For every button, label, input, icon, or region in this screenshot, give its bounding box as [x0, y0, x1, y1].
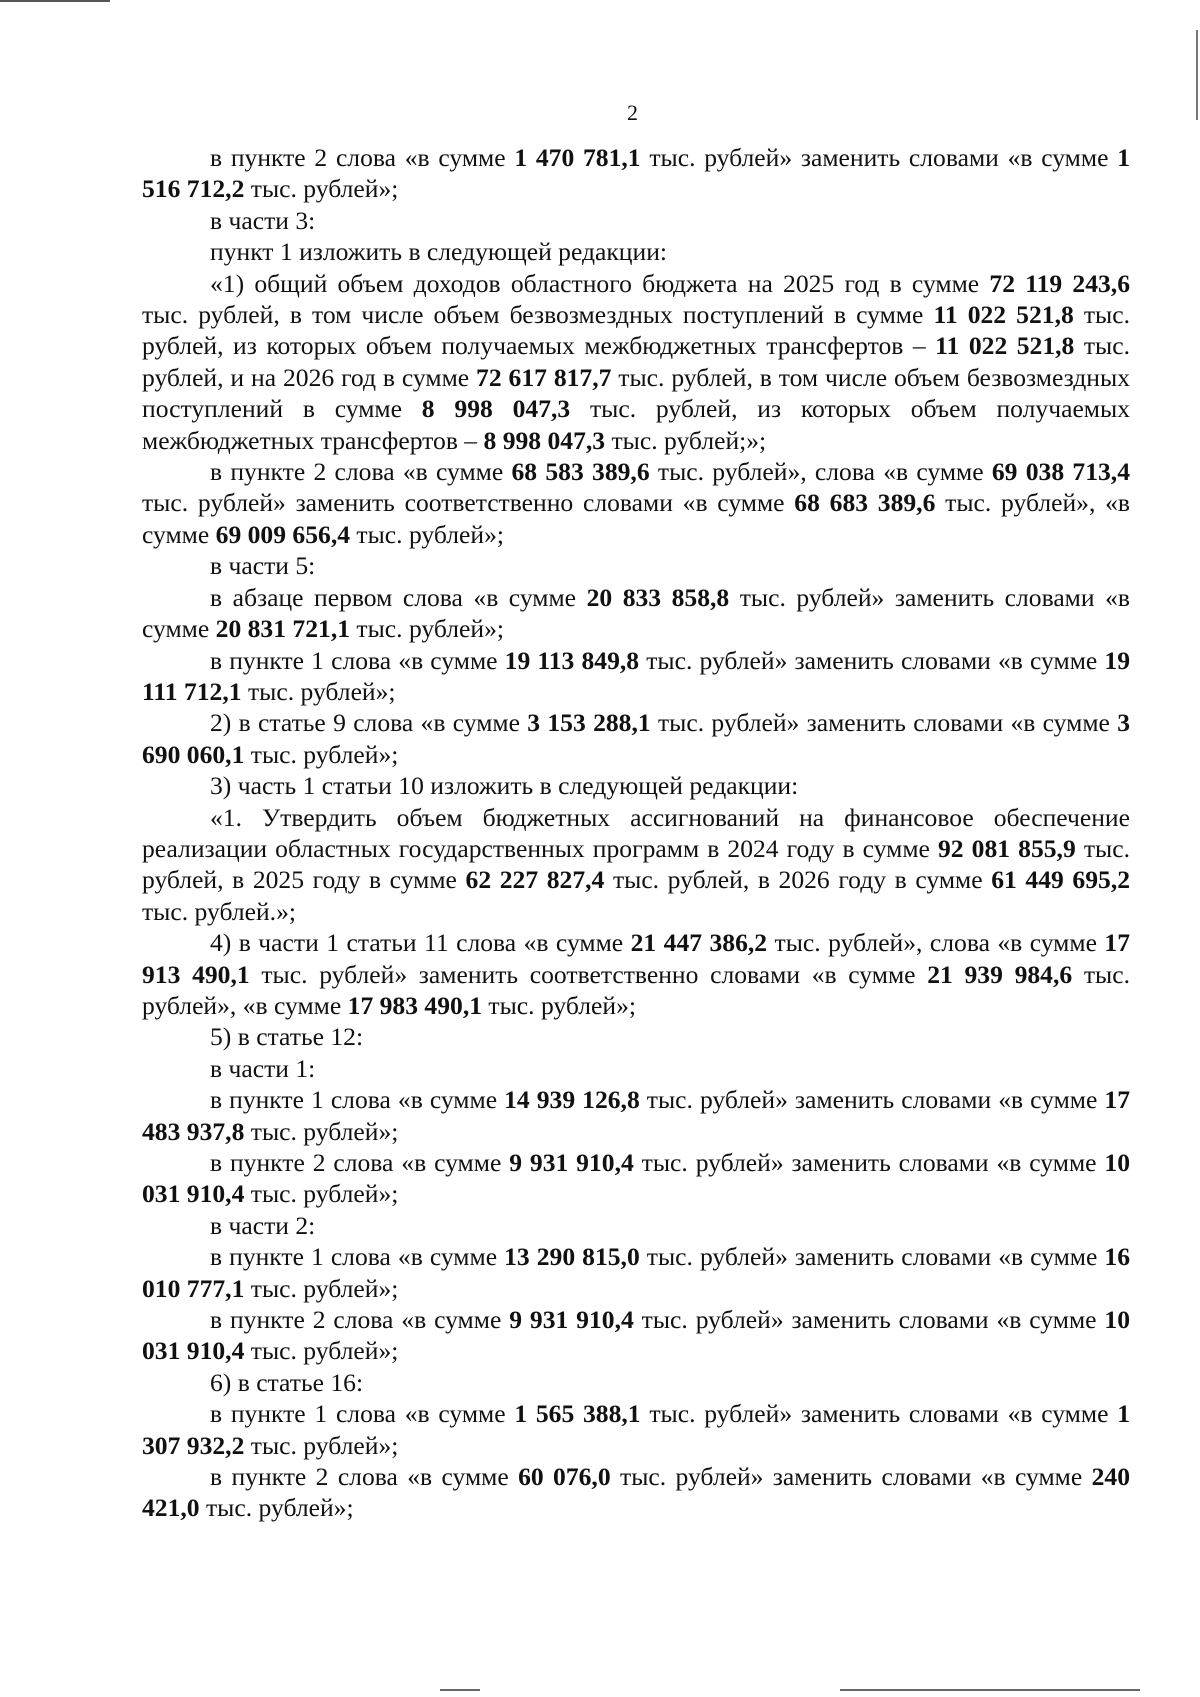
paragraph-text: тыс. рублей, в 2026 году в сумме — [604, 865, 992, 895]
paragraph-text: тыс. рублей»; — [350, 614, 504, 644]
paragraph-text: тыс. рублей» заменить словами «в сумме — [650, 708, 1118, 738]
amount-value: 21 447 386,2 — [630, 928, 768, 958]
paragraph-text: тыс. рублей» заменить словами «в сумме — [639, 1242, 1105, 1272]
scan-edge-top-left — [0, 0, 110, 2]
paragraph-text: тыс. рублей»; — [244, 1116, 399, 1146]
paragraph-text: тыс. рублей»; — [244, 1179, 399, 1209]
amount-value: 62 227 827,4 — [465, 865, 605, 895]
paragraph-text: тыс. рублей»; — [244, 1430, 399, 1460]
amount-value: 20 831 721,1 — [215, 614, 351, 644]
paragraph-text: «1) общий объем доходов областного бюджета на 2025 год в сумме — [210, 268, 990, 298]
paragraph-text: в пункте 2 слова «в сумме — [210, 1148, 510, 1177]
paragraph-text: тыс. рублей» заменить словами «в сумме — [639, 1085, 1105, 1115]
paragraph-text: тыс. рублей» заменить словами «в сумме — [633, 1305, 1105, 1335]
paragraph — [142, 1241, 1130, 1304]
paragraph — [142, 1461, 1130, 1524]
page-number: 2 — [627, 100, 638, 125]
paragraph-text: в пункте 1 слова «в сумме — [210, 1085, 505, 1115]
amount-value: 1 307 932,2 — [142, 1399, 1130, 1460]
amount-value: 72 617 817,7 — [476, 362, 612, 392]
amount-value: 11 022 521,8 — [935, 331, 1075, 361]
paragraph-text: тыс. рублей», «в сумме — [142, 488, 1131, 549]
paragraph-text: 3) часть 1 статьи 10 изложить в следующей редакции: — [210, 771, 799, 801]
paragraph — [142, 582, 1130, 645]
amount-value: 68 683 389,6 — [794, 488, 936, 518]
amount-value: 8 998 047,3 — [483, 425, 606, 455]
paragraph-text: в пункте 2 слова «в сумме — [210, 457, 512, 487]
paragraph-text: в части 2: — [210, 1210, 316, 1240]
amount-value: 60 076,0 — [518, 1462, 611, 1492]
paragraph-text: тыс. рублей, и на 2026 год в сумме — [142, 331, 1130, 392]
paragraph-text: в части 3: — [210, 205, 316, 235]
amount-value: 19 113 849,8 — [504, 645, 640, 675]
amount-value: 19 111 712,1 — [142, 645, 1130, 706]
amount-value: 17 913 490,1 — [142, 928, 1130, 989]
paragraph-text: тыс. рублей» заменить словами «в сумме — [610, 1462, 1092, 1492]
paragraph-text: 4) в части 1 статьи 11 слова «в сумме — [210, 928, 631, 958]
amount-value: 11 022 521,8 — [933, 300, 1074, 330]
amount-value: 61 449 695,2 — [991, 865, 1131, 895]
paragraph-text: в пункте 2 слова «в сумме — [210, 1462, 519, 1492]
amount-value: 9 931 910,4 — [509, 1305, 634, 1335]
paragraph — [142, 1053, 1130, 1084]
paragraph-text: тыс. рублей» заменить соответственно словами «в сумме — [249, 959, 928, 989]
paragraph — [142, 550, 1130, 581]
paragraph-text: тыс. рублей»; — [350, 519, 504, 549]
amount-value: 10 031 910,4 — [142, 1305, 1130, 1366]
paragraph-text: в пункте 1 слова «в сумме — [210, 1242, 505, 1272]
paragraph — [142, 236, 1130, 267]
amount-value: 9 931 910,4 — [509, 1148, 634, 1177]
paragraph-text: в абзаце первом слова «в сумме — [210, 582, 587, 612]
amount-value: 1 516 712,2 — [142, 143, 1130, 204]
paragraph-text: 2) в статье 9 слова «в сумме — [210, 708, 528, 738]
amount-value: 1 470 781,1 — [514, 143, 641, 172]
paragraph — [142, 1147, 1130, 1210]
paragraph-text: тыс. рублей»; — [244, 174, 399, 204]
scan-edge-bottom-2 — [840, 1689, 1140, 1691]
paragraph-text: тыс. рублей, в 2025 году в сумме — [142, 833, 1130, 895]
paragraph-text: тыс. рублей», слова «в сумме — [767, 928, 1105, 958]
paragraph-text: тыс. рублей»; — [244, 1336, 399, 1366]
paragraph-text: «1. Утвердить объем бюджетных ассигнований на финансовое обеспечение реализации областных государственных программ в 2024 году в сумме — [142, 802, 1130, 863]
paragraph-text: тыс. рублей» заменить словами «в сумме — [633, 1148, 1105, 1177]
paragraph — [142, 1367, 1130, 1398]
paragraph-text: тыс. рублей» заменить словами «в сумме — [640, 1399, 1118, 1429]
amount-value: 72 119 243,6 — [989, 268, 1130, 298]
amount-value: 16 010 777,1 — [142, 1242, 1130, 1303]
paragraph-text: тыс. рублей»; — [482, 990, 636, 1020]
paragraph — [142, 205, 1130, 236]
paragraph-text: тыс. рублей;»; — [605, 425, 767, 455]
paragraph-text: в пункте 2 слова «в сумме — [210, 143, 515, 172]
paragraph-text: тыс. рублей», слова «в сумме — [649, 457, 992, 487]
paragraph-text: тыс. рублей»; — [244, 739, 399, 769]
paragraph-text: пункт 1 изложить в следующей редакции: — [210, 237, 668, 267]
amount-value: 68 583 389,6 — [511, 457, 650, 487]
amount-value: 3 153 288,1 — [527, 708, 651, 738]
amount-value: 69 038 713,4 — [991, 457, 1130, 487]
paragraph-text: тыс. рублей»; — [241, 676, 396, 706]
paragraph — [142, 770, 1130, 801]
paragraph-text: тыс. рублей, из которых объем получаемых межбюджетных трансфертов – — [142, 300, 1130, 361]
paragraph-text: в пункте 1 слова «в сумме — [210, 645, 505, 675]
amount-value: 17 483 937,8 — [142, 1085, 1130, 1146]
paragraph-text: тыс. рублей», «в сумме — [142, 959, 1130, 1020]
amount-value: 69 009 656,4 — [215, 519, 351, 549]
paragraph-text: тыс. рублей» заменить соответственно словами «в сумме — [142, 488, 795, 518]
amount-value: 14 939 126,8 — [504, 1085, 640, 1115]
amount-value: 8 998 047,3 — [421, 394, 571, 424]
paragraph-text: тыс. рублей» заменить словами «в сумме — [639, 645, 1105, 675]
paragraph-text: в пункте 1 слова «в сумме — [210, 1399, 515, 1429]
paragraph-text: тыс. рублей, в том числе объем безвозмездных поступлений в сумме — [142, 362, 1130, 424]
paragraph — [142, 456, 1130, 550]
amount-value: 17 983 490,1 — [347, 990, 483, 1020]
paragraph-text: 5) в статье 12: — [210, 1022, 364, 1052]
paragraph — [142, 707, 1130, 770]
paragraph — [142, 1021, 1130, 1052]
document-body — [142, 142, 1130, 1524]
amount-value: 21 939 984,6 — [927, 959, 1073, 989]
paragraph-text: в пункте 2 слова «в сумме — [210, 1305, 510, 1335]
paragraph-text: в части 5: — [210, 551, 316, 581]
paragraph — [142, 927, 1130, 1021]
paragraph — [142, 1084, 1130, 1147]
amount-value: 92 081 855,9 — [938, 833, 1076, 863]
amount-value: 13 290 815,0 — [504, 1242, 640, 1272]
amount-value: 1 565 388,1 — [514, 1399, 641, 1429]
scan-edge-bottom-1 — [440, 1689, 480, 1691]
amount-value: 20 833 858,8 — [586, 582, 730, 612]
paragraph-text: тыс. рублей, из которых объем получаемых межбюджетных трансфертов – — [142, 394, 1130, 455]
amount-value: 3 690 060,1 — [142, 708, 1130, 769]
paragraph — [142, 268, 1130, 456]
paragraph-text: тыс. рублей» заменить словами «в сумме — [142, 582, 1130, 644]
paragraph — [142, 1398, 1130, 1461]
paragraph — [142, 645, 1130, 708]
paragraph — [142, 1304, 1130, 1367]
paragraph-text: тыс. рублей»; — [199, 1493, 354, 1523]
paragraph-text: тыс. рублей, в том числе объем безвозмездных поступлений в сумме — [142, 300, 934, 330]
paragraph-text: тыс. рублей» заменить словами «в сумме — [640, 143, 1118, 172]
paragraph — [142, 802, 1130, 928]
paragraph-text: тыс. рублей»; — [244, 1273, 399, 1303]
paragraph — [142, 1210, 1130, 1241]
paragraph-text: тыс. рублей.»; — [142, 896, 296, 926]
paragraph — [142, 142, 1130, 205]
paragraph-text: в части 1: — [210, 1053, 316, 1083]
amount-value: 240 421,0 — [142, 1462, 1130, 1523]
amount-value: 10 031 910,4 — [142, 1148, 1130, 1209]
paragraph-text: 6) в статье 16: — [210, 1367, 364, 1397]
